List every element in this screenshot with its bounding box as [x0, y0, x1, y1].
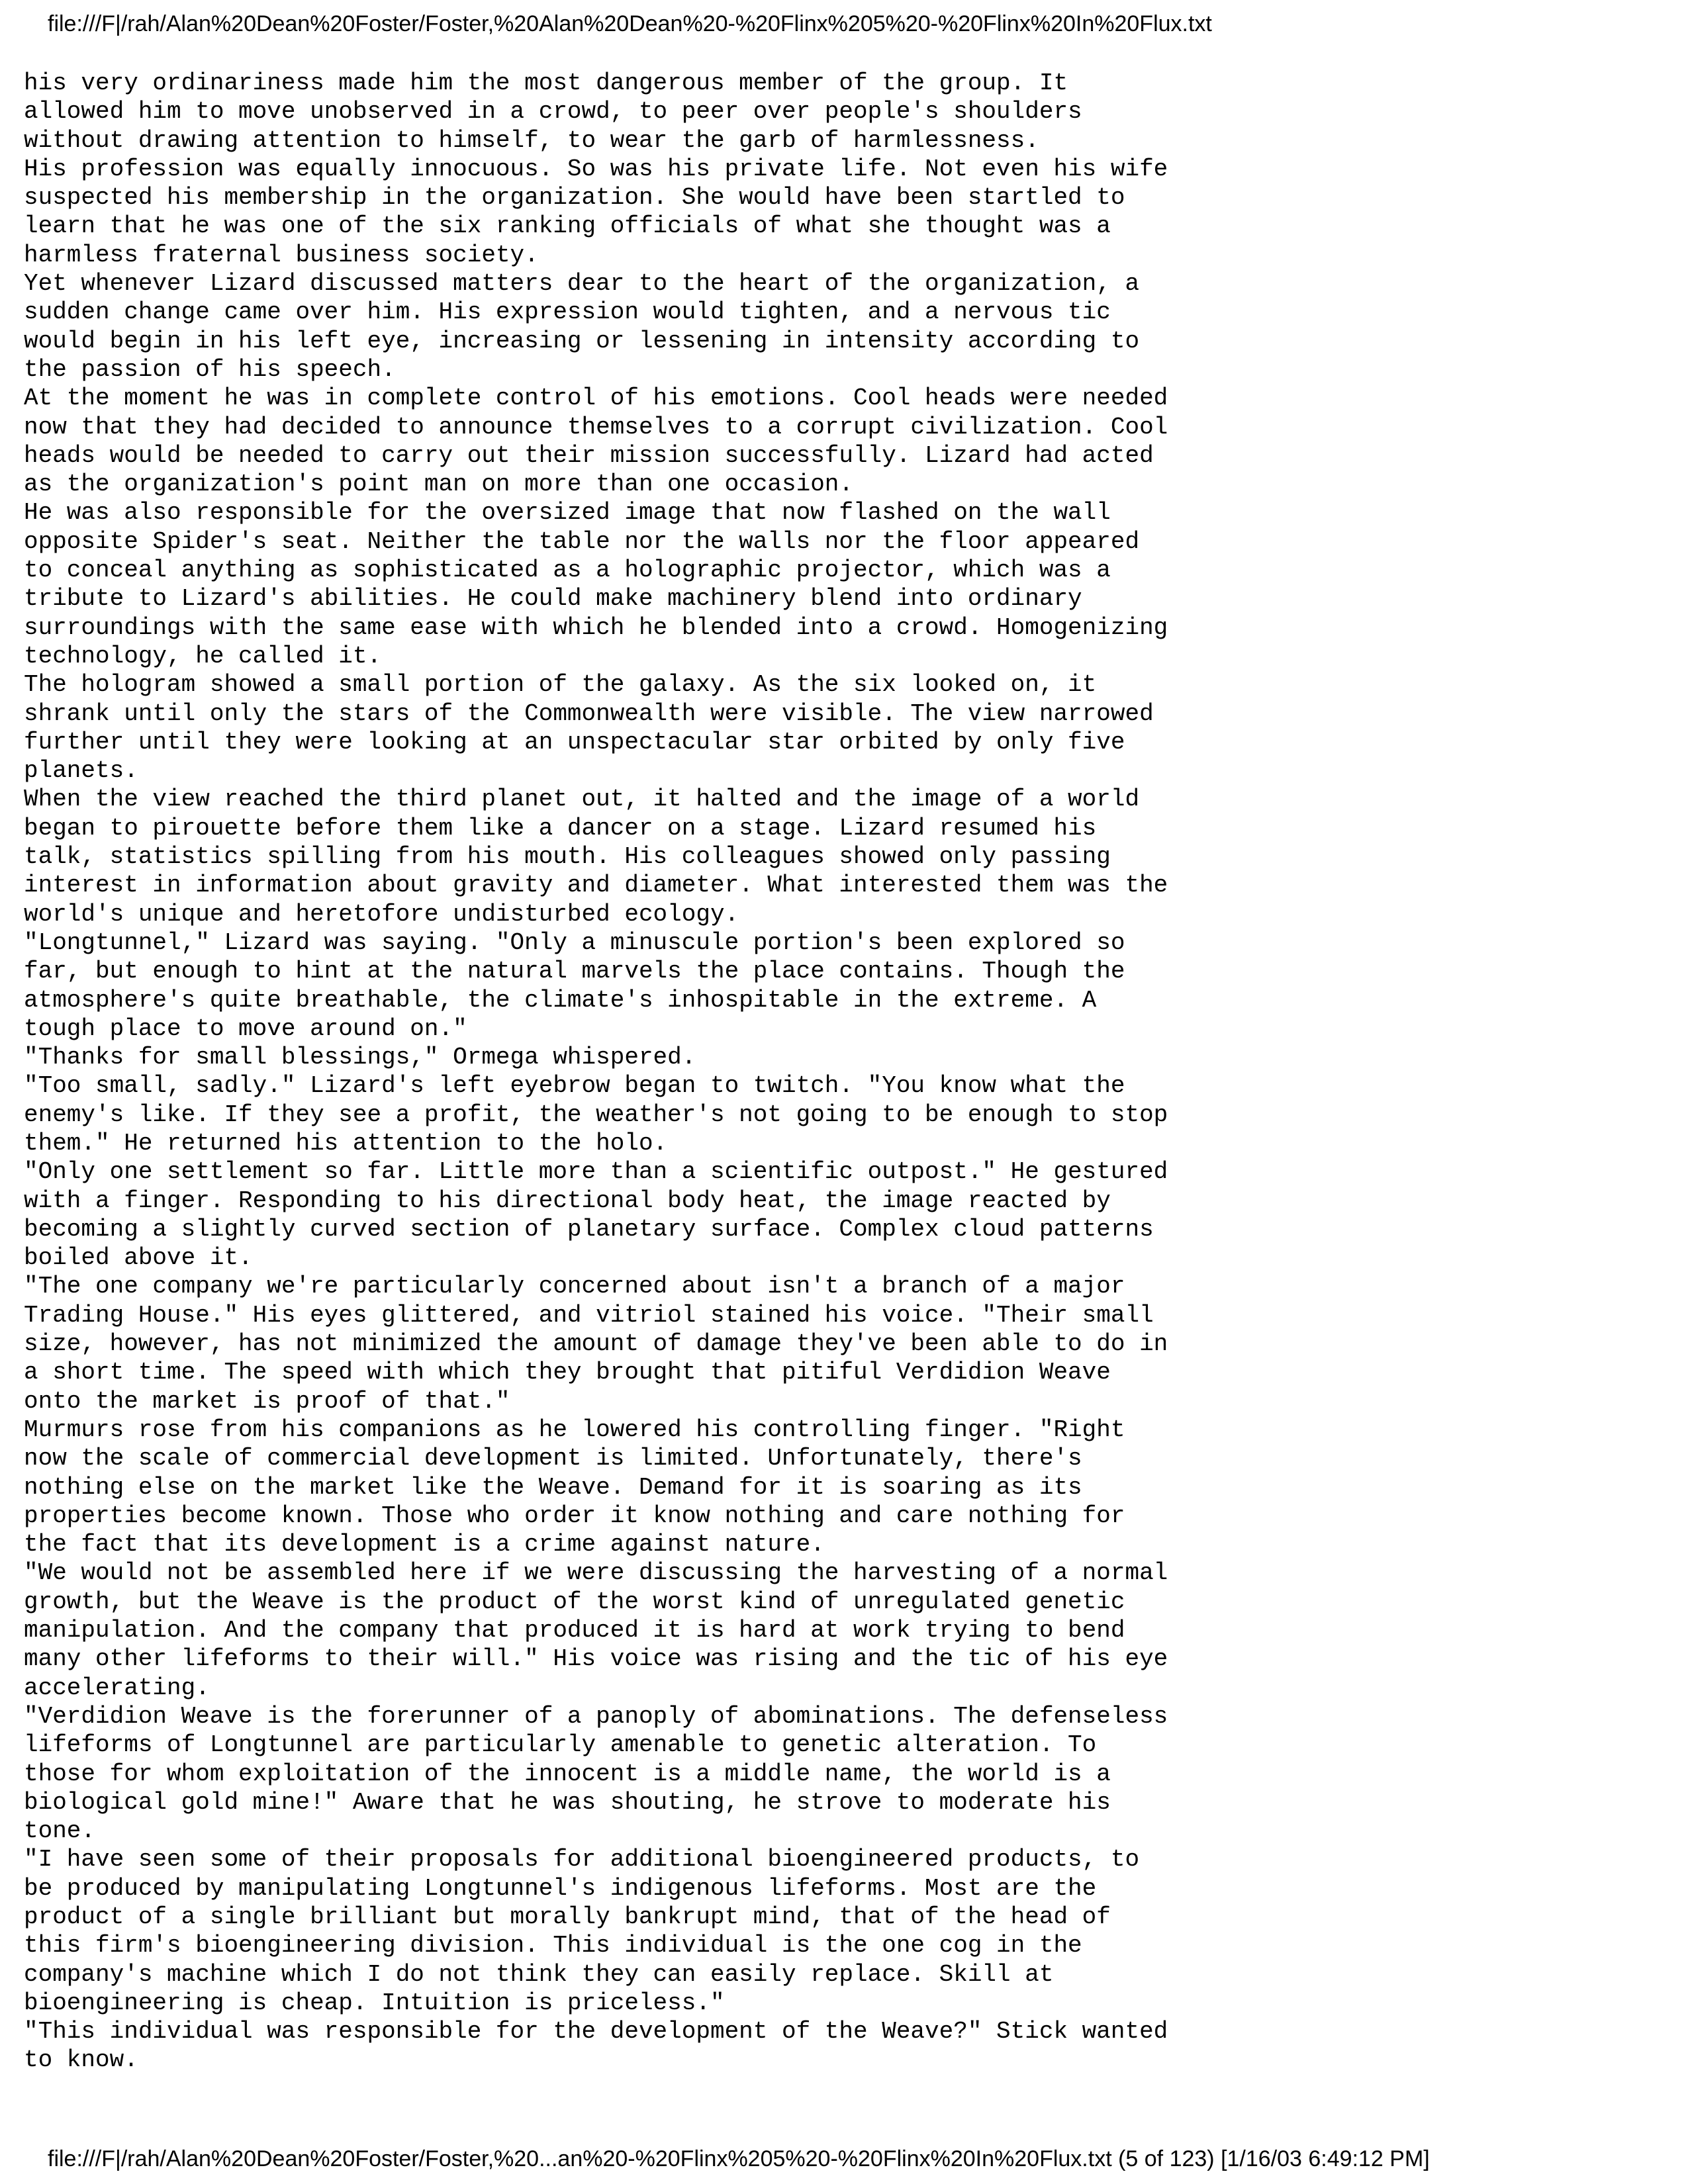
text-line: At the moment he was in complete control of his emotions. Cool heads were needed	[24, 385, 1168, 412]
text-line: nothing else on the market like the Weave. Demand for it is soaring as its	[24, 1473, 1082, 1501]
text-line: those for whom exploitation of the innocent is a middle name, the world is a	[24, 1760, 1111, 1788]
text-line: tough place to move around on."	[24, 1015, 467, 1042]
text-line: sudden change came over him. His expression would tighten, and a nervous tic	[24, 298, 1111, 326]
text-line: lifeforms of Longtunnel are particularly amenable to genetic alteration. To	[24, 1731, 1097, 1759]
text-line: heads would be needed to carry out their mission successfully. Lizard had acted	[24, 441, 1154, 469]
text-line: tone.	[24, 1817, 96, 1845]
text-line: now that they had decided to announce themselves to a corrupt civilization. Cool	[24, 413, 1168, 441]
text-line: many other lifeforms to their will." His voice was rising and the tic of his eye	[24, 1645, 1168, 1673]
text-line: tribute to Lizard's abilities. He could make machinery blend into ordinary	[24, 585, 1082, 613]
text-line: to know.	[24, 2046, 138, 2074]
text-line: interest in information about gravity and diameter. What interested them was the	[24, 872, 1168, 899]
text-line: product of a single brilliant but morally bankrupt mind, that of the head of	[24, 1903, 1111, 1931]
text-line: onto the market is proof of that."	[24, 1387, 510, 1415]
text-line: learn that he was one of the six ranking officials of what she thought was a	[24, 212, 1111, 240]
text-line: without drawing attention to himself, to wear the garb of harmlessness.	[24, 126, 1039, 154]
text-line: shrank until only the stars of the Commonwealth were visible. The view narrowed	[24, 700, 1154, 727]
text-line: boiled above it.	[24, 1244, 253, 1272]
text-line: opposite Spider's seat. Neither the table nor the walls nor the floor appeared	[24, 527, 1140, 555]
text-line: the passion of his speech.	[24, 355, 396, 383]
page-header-url: file:///F|/rah/Alan%20Dean%20Foster/Foster,%20Alan%20Dean%20-%20Flinx%205%20-%20Flinx%20In%20Flux.txt	[48, 11, 1212, 36]
text-line: with a finger. Responding to his directional body heat, the image reacted by	[24, 1187, 1111, 1214]
text-line: would begin in his left eye, increasing or lessening in intensity according to	[24, 327, 1140, 355]
text-line: "Longtunnel," Lizard was saying. "Only a minuscule portion's been explored so	[24, 929, 1125, 956]
text-line: this firm's bioengineering division. This individual is the one cog in the	[24, 1932, 1082, 1960]
text-line: properties become known. Those who order it know nothing and care nothing for	[24, 1502, 1125, 1529]
text-line: accelerating.	[24, 1674, 210, 1702]
text-line: Yet whenever Lizard discussed matters dear to the heart of the organization, a	[24, 270, 1140, 298]
text-line: The hologram showed a small portion of the galaxy. As the six looked on, it	[24, 671, 1097, 699]
text-line: "Only one settlement so far. Little more than a scientific outpost." He gestured	[24, 1158, 1168, 1186]
text-line: now the scale of commercial development is limited. Unfortunately, there's	[24, 1445, 1082, 1473]
text-line: world's unique and heretofore undisturbed ecology.	[24, 900, 739, 928]
text-line: atmosphere's quite breathable, the climate's inhospitable in the extreme. A	[24, 986, 1097, 1014]
text-line: "Verdidion Weave is the forerunner of a panoply of abominations. The defenseless	[24, 1702, 1168, 1730]
text-line: suspected his membership in the organization. She would have been startled to	[24, 184, 1125, 212]
text-line: the fact that its development is a crime against nature.	[24, 1531, 825, 1559]
text-line: "We would not be assembled here if we were discussing the harvesting of a normal	[24, 1559, 1168, 1587]
text-line: far, but enough to hint at the natural marvels the place contains. Though the	[24, 958, 1125, 985]
text-line: "Thanks for small blessings," Ormega whispered.	[24, 1044, 696, 1071]
text-line: size, however, has not minimized the amount of damage they've been able to do in	[24, 1330, 1168, 1358]
text-line: further until they were looking at an unspectacular star orbited by only five	[24, 728, 1125, 756]
text-line: allowed him to move unobserved in a crowd, to peer over people's shoulders	[24, 98, 1082, 126]
text-line: enemy's like. If they see a profit, the weather's not going to be enough to stop	[24, 1101, 1168, 1128]
text-line: company's machine which I do not think they can easily replace. Skill at	[24, 1960, 1054, 1988]
text-line: When the view reached the third planet out, it halted and the image of a world	[24, 786, 1140, 813]
text-line: "This individual was responsible for the development of the Weave?" Stick wanted	[24, 2018, 1168, 2046]
page-footer: file:///F|/rah/Alan%20Dean%20Foster/Foster,%20...an%20-%20Flinx%205%20-%20Flinx%20In%20Flux.txt (5 of 123) [1/16/03 6:49:12 PM]	[48, 2146, 1430, 2171]
text-line: talk, statistics spilling from his mouth. His colleagues showed only passing	[24, 843, 1111, 871]
text-line: bioengineering is cheap. Intuition is priceless."	[24, 1989, 725, 2017]
text-line: His profession was equally innocuous. So was his private life. Not even his wife	[24, 155, 1168, 183]
document-text	[24, 69, 1665, 2075]
text-line: biological gold mine!" Aware that he was shouting, he strove to moderate his	[24, 1788, 1111, 1816]
text-line: "Too small, sadly." Lizard's left eyebrow began to twitch. "You know what the	[24, 1072, 1125, 1100]
text-line: technology, he called it.	[24, 642, 382, 670]
text-line: a short time. The speed with which they brought that pitiful Verdidion Weave	[24, 1359, 1111, 1387]
text-line: manipulation. And the company that produced it is hard at work trying to bend	[24, 1617, 1125, 1645]
text-line: to conceal anything as sophisticated as a holographic projector, which was a	[24, 557, 1111, 584]
text-line: becoming a slightly curved section of planetary surface. Complex cloud patterns	[24, 1215, 1154, 1243]
text-line: growth, but the Weave is the product of the worst kind of unregulated genetic	[24, 1588, 1125, 1615]
text-line: harmless fraternal business society.	[24, 241, 539, 269]
text-line: Trading House." His eyes glittered, and vitriol stained his voice. "Their small	[24, 1301, 1154, 1329]
text-line: as the organization's point man on more than one occasion.	[24, 471, 854, 498]
text-line: "The one company we're particularly concerned about isn't a branch of a major	[24, 1273, 1125, 1300]
text-line: began to pirouette before them like a dancer on a stage. Lizard resumed his	[24, 814, 1097, 842]
text-line: surroundings with the same ease with which he blended into a crowd. Homogenizing	[24, 614, 1168, 641]
text-line: his very ordinariness made him the most dangerous member of the group. It	[24, 69, 1068, 97]
text-line: Murmurs rose from his companions as he lowered his controlling finger. "Right	[24, 1416, 1125, 1443]
text-line: them." He returned his attention to the holo.	[24, 1129, 668, 1157]
text-line: be produced by manipulating Longtunnel's indigenous lifeforms. Most are the	[24, 1874, 1097, 1902]
text-line: He was also responsible for the oversized image that now flashed on the wall	[24, 499, 1111, 527]
text-line: planets.	[24, 757, 138, 785]
text-line: "I have seen some of their proposals for additional bioengineered products, to	[24, 1846, 1140, 1874]
